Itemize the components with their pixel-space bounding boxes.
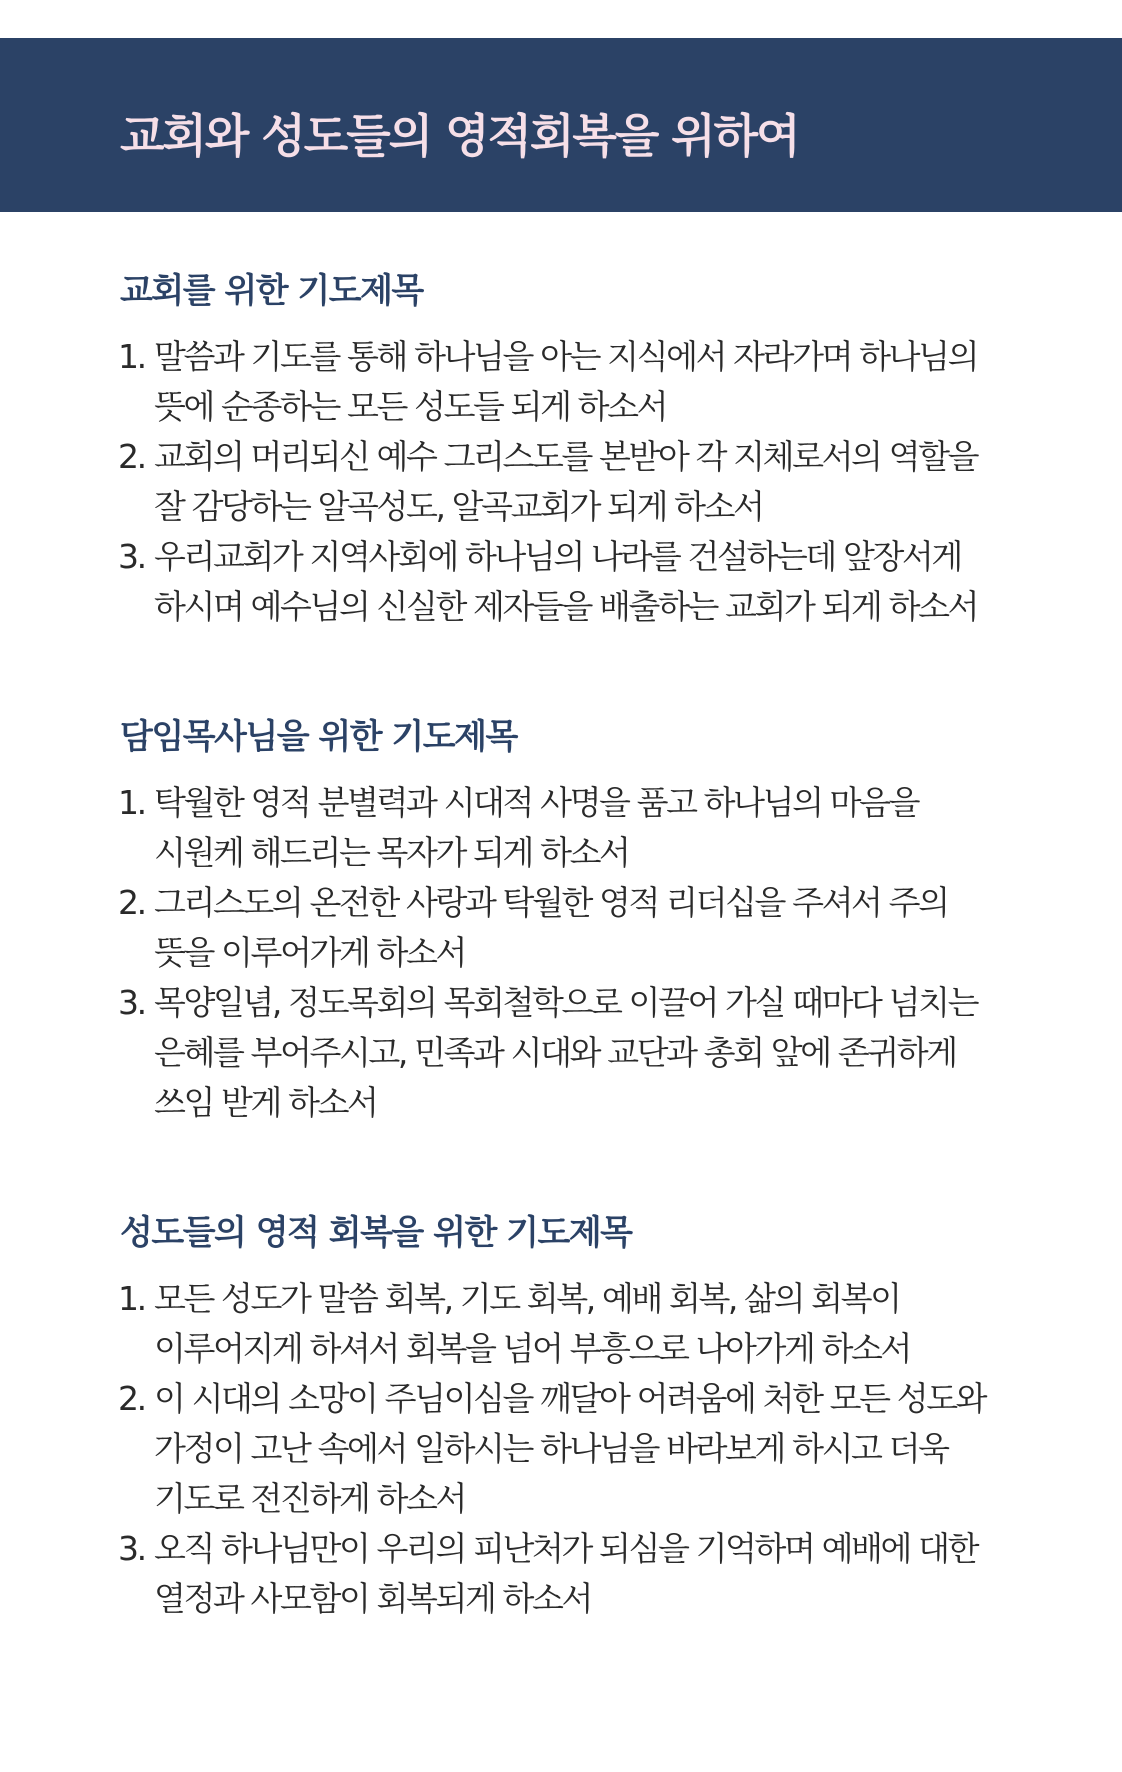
item-number: 2.	[118, 1379, 145, 1418]
item-text: 탁월한 영적 분별력과 시대적 사명을 품고 하나님의 마음을 시원케 해드리는 목자가 되게 하소서	[154, 783, 919, 872]
item-number: 3.	[118, 537, 145, 576]
page-title: 교회와 성도들의 영적회복을 위하여	[120, 109, 799, 163]
section-heading: 교회를 위한 기도제목	[120, 271, 423, 311]
item-text: 이 시대의 소망이 주님이심을 깨달아 어려움에 처한 모든 성도와 가정이 고난 속에서 일하시는 하나님을 바라보게 하시고 더욱 기도로 전진하게 하소서	[154, 1379, 986, 1518]
section-church	[120, 268, 1000, 632]
item-text: 오직 하나님만이 우리의 피난처가 되심을 기억하며 예배에 대한 열정과 사모함이 회복되게 하소서	[154, 1529, 978, 1618]
list-item	[120, 1374, 1000, 1524]
item-number: 1.	[118, 1279, 145, 1318]
prayer-list	[120, 332, 1000, 632]
item-text: 그리스도의 온전한 사랑과 탁월한 영적 리더십을 주셔서 주의 뜻을 이루어가게 하소서	[154, 883, 948, 972]
item-text: 교회의 머리되신 예수 그리스도를 본받아 각 지체로서의 역할을 잘 감당하는 알곡성도, 알곡교회가 되게 하소서	[154, 437, 978, 526]
list-item	[120, 878, 1000, 978]
list-item	[120, 778, 1000, 878]
prayer-list	[120, 778, 1000, 1128]
section-pastor	[120, 714, 1000, 1128]
item-number: 3.	[118, 1529, 145, 1568]
section-members	[120, 1210, 1000, 1624]
prayer-list	[120, 1274, 1000, 1624]
list-item	[120, 432, 1000, 532]
item-number: 1.	[118, 783, 145, 822]
item-text: 목양일념, 정도목회의 목회철학으로 이끌어 가실 때마다 넘치는 은혜를 부어주시고, 민족과 시대와 교단과 총회 앞에 존귀하게 쓰임 받게 하소서	[154, 983, 978, 1122]
prayer-content	[120, 268, 1000, 1624]
list-item	[120, 978, 1000, 1128]
list-item	[120, 532, 1000, 632]
section-heading: 담임목사님을 위한 기도제목	[120, 717, 517, 757]
item-text: 말씀과 기도를 통해 하나님을 아는 지식에서 자라가며 하나님의 뜻에 순종하는 모든 성도들 되게 하소서	[154, 337, 978, 426]
section-heading: 성도들의 영적 회복을 위한 기도제목	[120, 1213, 632, 1253]
list-item	[120, 332, 1000, 432]
item-number: 2.	[118, 437, 145, 476]
item-text: 모든 성도가 말씀 회복, 기도 회복, 예배 회복, 삶의 회복이 이루어지게 하셔서 회복을 넘어 부흥으로 나아가게 하소서	[154, 1279, 911, 1368]
item-number: 3.	[118, 983, 145, 1022]
item-text: 우리교회가 지역사회에 하나님의 나라를 건설하는데 앞장서게 하시며 예수님의 신실한 제자들을 배출하는 교회가 되게 하소서	[154, 537, 978, 626]
list-item	[120, 1274, 1000, 1374]
list-item	[120, 1524, 1000, 1624]
item-number: 1.	[118, 337, 145, 376]
item-number: 2.	[118, 883, 145, 922]
